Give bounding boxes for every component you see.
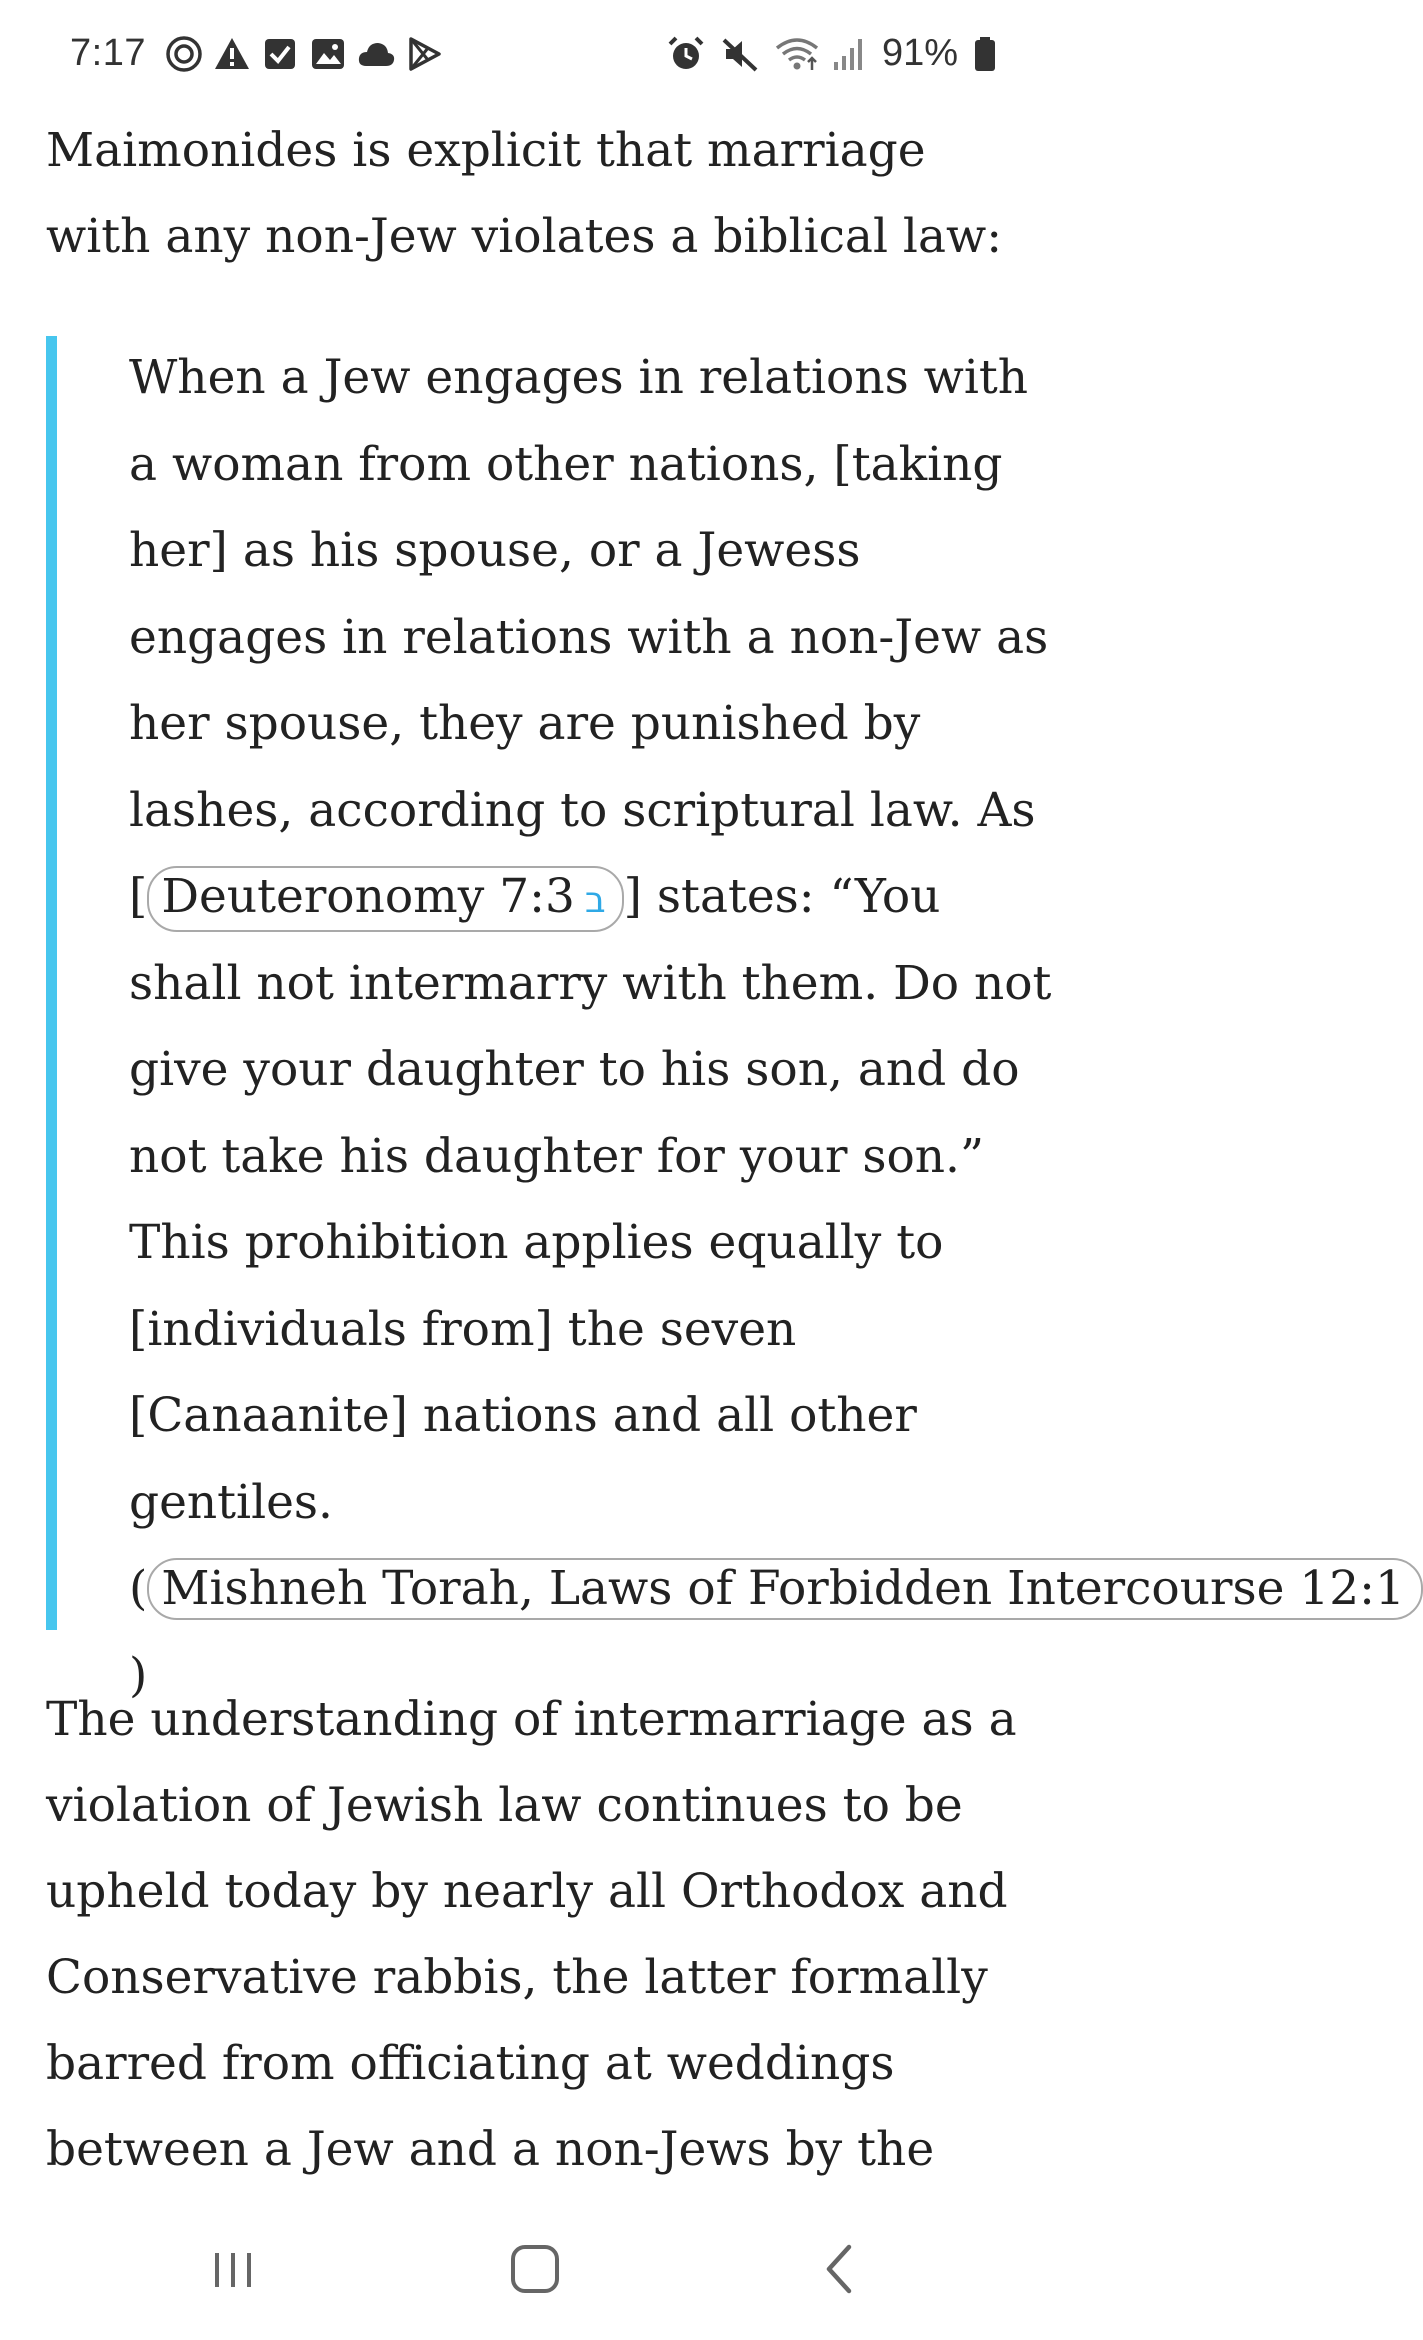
status-left bbox=[70, 32, 444, 75]
blockquote bbox=[129, 335, 1405, 1719]
deuteronomy-ref-link[interactable] bbox=[147, 866, 623, 932]
back-icon bbox=[811, 2239, 871, 2299]
status-right bbox=[666, 32, 1012, 75]
status-time: 7:17 bbox=[70, 32, 146, 74]
back-button[interactable] bbox=[796, 2224, 886, 2314]
gallery-icon bbox=[308, 34, 348, 74]
recents-button[interactable] bbox=[188, 2224, 278, 2314]
ref-label: Deuteronomy 7:3 bbox=[161, 869, 575, 924]
citation-label: Mishneh Torah, Laws of Forbidden Intercourse 12:1 bbox=[161, 1561, 1405, 1616]
following-paragraph: The understanding of intermarriage as a violation of Jewish law continues to be upheld today by nearly all Orthodox and Conservative rabbis, the latter formally barred from officiating at weddings between a Jew and a non-Jews by the bbox=[46, 1692, 1017, 2177]
navigation-bar bbox=[0, 2190, 1080, 2340]
recents-icon bbox=[203, 2239, 263, 2299]
status-bar bbox=[0, 0, 1080, 116]
signal-icon bbox=[828, 34, 868, 74]
play-store-icon bbox=[404, 34, 444, 74]
cloud-icon bbox=[356, 34, 396, 74]
battery-icon bbox=[972, 34, 1012, 74]
quote-text-after-ref: ] states: “You shall not intermarry with them. Do not give your daughter to his son, and do not take his daughter for your son.” This prohibition applies equally to [individuals from] the seven [Canaanite] nations and all other gentiles. bbox=[129, 869, 1052, 1530]
citation-open: ( bbox=[129, 1561, 148, 1616]
wifi-icon bbox=[774, 34, 814, 74]
intro-paragraph: Maimonides is explicit that marriage with any non-Jew violates a biblical law: bbox=[46, 123, 1003, 264]
mishneh-torah-ref-link[interactable] bbox=[147, 1558, 1423, 1620]
warning-icon bbox=[212, 34, 252, 74]
citation-line bbox=[129, 1561, 1423, 1616]
home-icon bbox=[505, 2239, 565, 2299]
home-button[interactable] bbox=[490, 2224, 580, 2314]
threads-icon bbox=[164, 34, 204, 74]
mute-icon bbox=[720, 34, 760, 74]
alarm-icon bbox=[666, 34, 706, 74]
checkbox-icon bbox=[260, 34, 300, 74]
hebrew-mark-icon: ב bbox=[584, 880, 606, 921]
quote-text-before-ref: When a Jew engages in relations with a woman from other nations, [taking her] as his spouse, or a Jewess engages in relations with a non-Jew as her spouse, they are punished by lashes, according to scriptural law. As [ bbox=[129, 350, 1049, 924]
blockquote-accent-bar bbox=[46, 336, 57, 1630]
citation-close: ) bbox=[129, 1647, 148, 1703]
battery-percent: 91% bbox=[881, 32, 958, 74]
